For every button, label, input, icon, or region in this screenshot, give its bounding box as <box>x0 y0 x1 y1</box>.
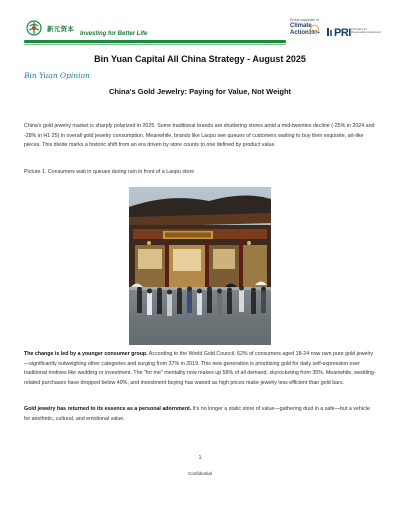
paragraph-3 <box>24 405 376 424</box>
header-rule-thin <box>24 44 286 45</box>
picture-caption: Picture 1. Consumers wait in queues during rain in front of a Laopu store <box>24 169 195 175</box>
section-tag: Bin Yuan Opinion <box>24 71 90 80</box>
climate-action-line2: Action <box>290 29 309 36</box>
paragraph-3-body: It's no longer a static store of value—gathering dust in a safe—but a vehicle for aesthetic, cultural, and emotional value. <box>24 406 370 422</box>
climate-ring-icon <box>310 25 319 34</box>
page-number: 1 <box>198 455 202 461</box>
pri-name: PRI <box>334 27 351 39</box>
paragraph-2 <box>24 350 376 388</box>
supporter-label: Proud supporter of <box>290 18 319 22</box>
brand-name: 新元资本 <box>47 26 75 33</box>
article-subtitle: China's Gold Jewelry: Paying for Value, Not Weight <box>108 87 292 96</box>
laopu-store-photo <box>129 187 271 345</box>
confidential-label: Confidential <box>188 471 212 476</box>
climate-action-line1: Climate <box>290 23 312 29</box>
climate-action-number: 100+ <box>308 29 320 36</box>
bin-yuan-logo-icon <box>24 20 44 38</box>
pri-subtitle: Principles for Responsible Investment <box>351 27 381 35</box>
paragraph-3-lead: Gold jewelry has returned to its essence as a personal adornment. <box>24 406 192 412</box>
paragraph-2-body: According to the World Gold Council, 62% of consumers aged 18-24 now own pure gold jewelry—significantly outweighing other categories and surging from 37% in 2019. This new generation is prioritizing gold for daily self-expression over traditional motives like wedding or investment. The "for me" mentality now makes up 58% of all demand, skyrocketing from 35%. Meanwhile, wedding-related purchases have dropped below 40%, and investment buying has waned as high prices make jewelry less efficient than gold bars. <box>24 351 376 386</box>
brand-tagline: Investing for Better Life <box>80 31 148 37</box>
paragraph-2-lead: The change is led by a younger consumer group. <box>24 351 148 357</box>
document-title: Bin Yuan Capital All China Strategy - August 2025 <box>94 54 306 64</box>
header-rule <box>24 40 286 43</box>
paragraph-1: China's gold jewelry market is sharply polarized in 2025. Some traditional brands are shuttering stores amid a mid-twenties decline (-25% in 2024 and -28% in H1 25) in overall gold jewelry consumption. Meanwhile, brands like Laopu see queues of customers waiting to buy their exquisite, art-like pieces. This divide marks a historic shift from an era driven by store counts to one defined by product value. <box>24 123 375 148</box>
